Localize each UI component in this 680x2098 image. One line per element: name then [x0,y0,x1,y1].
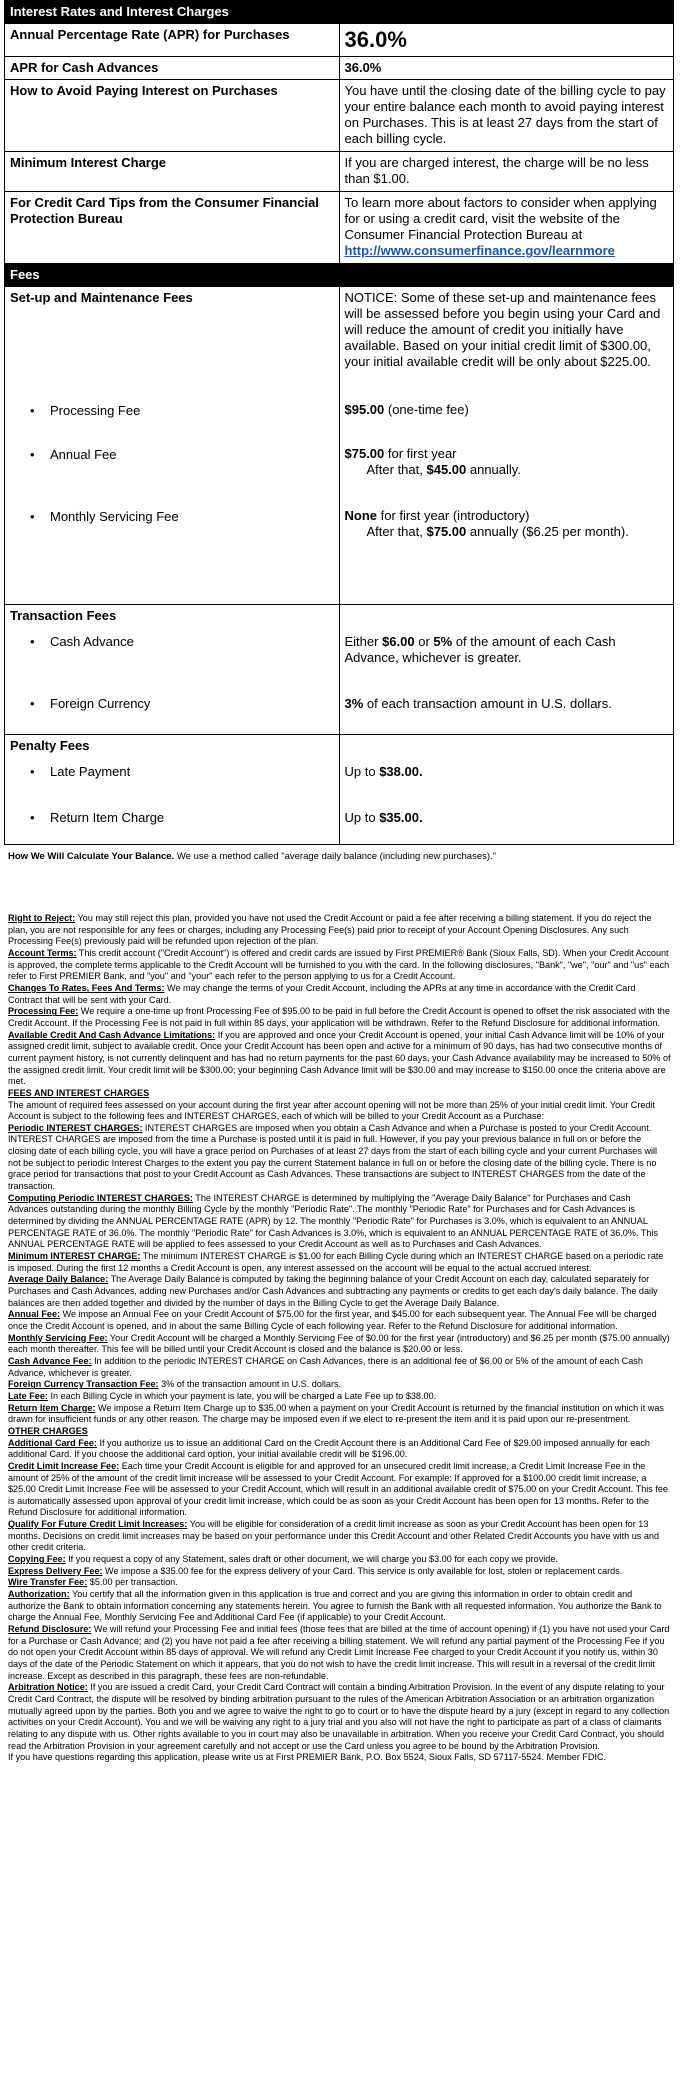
monthly-fee-after-pre: After that, [366,524,427,539]
fine-print-heading: Foreign Currency Transaction Fee: [8,1379,159,1390]
fine-print-paragraph [8,1100,671,1123]
cash-advance-amount-1: $6.00 [382,634,415,649]
apr-purchases-label: Annual Percentage Rate (APR) for Purchases [5,24,340,57]
fine-print-paragraph [8,1403,671,1426]
avoid-interest-value: You have until the closing date of the billing cycle to pay your entire balance each month to avoid paying interest on Purchases. This is at least 27 days from the start of each billing cycle. [339,80,674,152]
fine-print-text: Each time your Credit Account is eligible for and approved for an unsecured credit limit increase, a Credit Limit Increase Fee in the amount of 25% of the amount of the credit limit increase will be assessed to your Credit Account. For example: If approved for a $100.00 credit limit increase, a $25.00 Credit Limit Increase Fee will be assessed to your Credit Account, which will result in an additional available credit of $75.00 on your Credit Account. This fee is automatically assessed upon approval of your credit limit increase, which could be as soon as your Credit Account has been open for 13 months. Refer to the Refund Disclosure for additional information. [8,1460,668,1518]
fine-print-text: Your Credit Account will be charged a Monthly Servicing Fee of $0.00 for the first year (introductory) and $6.25 per month ($75.00 annually) each month thereafter. This fee will be billed until your Credit Account is closed and the balance is $20.00 or less. [8,1332,670,1355]
fine-print-text: You may still reject this plan, provided you have not used the Credit Account or paid a fee after receiving a billing statement. If you do reject the plan, you are not responsible for any fees or charges, including any Processing Fee(s) paid prior to receipt of your Account Opening Disclosures. Any such Processing Fee(s) previously paid will be refunded upon rejection of the plan. [8,913,652,947]
monthly-fee-note: for first year (introductory) [377,508,530,523]
annual-fee-after-post: annually. [466,462,521,477]
fine-print-paragraph [8,1589,671,1624]
return-item-label: • Return Item Charge [10,810,334,826]
annual-fee-label: • Annual Fee [10,447,334,463]
fine-print-text: The INTEREST CHARGE is determined by multiplying the "Average Daily Balance" for Purchases and Cash Advances outstanding during the monthly Billing Cycle by the monthly "Periodic Rate". The monthly "Periodic Rate" for Purchases and for Cash Advances is determined by dividing the ANNUAL PERCENTAGE RATE (APR) by 12. The monthly "Periodic Rate" for Purchases is 3.0%, which is equivalent to an ANNUAL PERCENTAGE RATE of 36.0%. The monthly "Periodic Rate" for Cash Advances is 3.0%, which is equivalent to an ANNUAL PERCENTAGE RATE of 36.0%. This ANNUAL PERCENTAGE RATE will be applied to fees assessed to your Credit Account as well as to Purchases and Cash Advances. [8,1192,659,1250]
fine-print-heading: Arbitration Notice: [8,1682,88,1693]
fine-print-text: We impose a Return Item Charge up to $35.00 when a payment on your Credit Account is returned by the financial institution on which it was drawn for insufficient funds or any other reason. The charge may be imposed even if we elect to re-present the item and it is paid upon our re-presentment. [8,1402,664,1425]
fine-print-heading: Late Fee: [8,1390,48,1401]
penalty-fees-label: Penalty Fees [10,738,90,753]
fine-print-heading: Copying Fee: [8,1554,66,1565]
fine-print-paragraph [8,1577,671,1589]
monthly-fee-amount: None [344,508,377,523]
fine-print-text: If you authorize us to issue an additional Card on the Credit Account there is an Additional Card Fee of $29.00 imposed annually for each additional Card. If you choose the additional card option, your initial available credit will be $196.00. [8,1437,650,1460]
fine-print-paragraph [8,1624,671,1682]
fine-print-paragraph [8,1251,671,1274]
disclosure-table [4,0,674,845]
annual-fee-after-amount: $45.00 [426,462,467,477]
fine-print-paragraph [8,1356,671,1379]
fine-print-heading: Monthly Servicing Fee: [8,1332,108,1343]
fine-print-text: If you are approved and once your Credit Account is opened, your initial Cash Advance limit will be 10% of your assigned credit limit, subject to available credit. Once your Credit Account has been open and active for a minimum of 90 days, has had two consecutive months of current payment history, is not currently delinquent and has had no return payments for the past 60 days, your Cash Advance availability may be increased to 50% of the assigned credit limit. Your credit limit will be $300.00; your beginning Cash Advance limit will be $30.00 and may increase to $150.00 once the criteria above are met. [8,1029,671,1087]
fine-print-text: We impose a $35.00 fee for the express delivery of your Card. This service is only available for lost, stolen or replacement cards. [102,1565,623,1576]
fine-print-heading: Refund Disclosure: [8,1624,92,1635]
fine-print-paragraph [8,1554,671,1566]
fine-print-paragraph [8,1566,671,1578]
return-item-amount: $35.00. [379,810,423,825]
avoid-interest-label: How to Avoid Paying Interest on Purchases [5,80,340,152]
foreign-currency-value [345,696,669,712]
transaction-fees-values [339,605,674,735]
fine-print-text: The amount of required fees assessed on your account during the first year after account opening will not be more than 25% of your initial credit limit. Your Credit Account is subject to the following fees and INTEREST CHARGES, each of which will be billed to your Credit Account as a Purchase: [8,1099,656,1122]
transaction-fees-cell [5,605,340,735]
fine-print-paragraph [8,1391,671,1403]
fine-print-paragraph [8,1461,671,1519]
fine-print-text: In each Billing Cycle in which your payment is late, you will be charged a Late Fee up to $38.00. [47,1390,437,1401]
fine-print-heading: Average Daily Balance: [8,1274,109,1285]
setup-fees-label: Set-up and Maintenance Fees [10,290,193,305]
fine-print-text: This credit account ("Credit Account") is offered and credit cards are issued by First PREMIER® Bank (Sioux Falls, SD). When your Credit Account is approved, the complete terms applicable to the Credit Account will be furnished to you with the card. In the following disclosures, "Bank", "we", "our" and "us" each refer to First PREMIER Bank, and "you" and "your" each refer to the person applying to us for a Credit Account. [8,947,670,982]
fine-print-paragraph [8,1519,671,1554]
fine-print-paragraph [8,913,671,948]
late-payment-pre: Up to [344,764,380,779]
cfpb-label: For Credit Card Tips from the Consumer Financial Protection Bureau [5,192,340,264]
apr-cash-value: 36.0% [339,57,674,80]
fine-print-paragraph [8,1682,671,1752]
fine-print-paragraph [8,1088,671,1100]
fine-print-paragraph [8,948,671,983]
balance-calculation-lead: How We Will Calculate Your Balance. [8,851,175,862]
fine-print-text: We may change the terms of your Credit Account, including the APRs at any time in accordance with the Credit Card Contract that will be sent with your Card. [8,982,636,1005]
fine-print-paragraph [8,1752,671,1764]
fine-print-heading: Periodic INTEREST CHARGES: [8,1122,143,1133]
fine-print-text: In addition to the periodic INTEREST CHARGE on Cash Advances, there is an additional fee of $6.00 or 5% of the amount of each Cash Advance, whichever is greater. [8,1355,643,1378]
fine-print-heading: Return Item Charge: [8,1402,96,1413]
fine-print-text: We will refund your Processing Fee and initial fees (those fees that are billed at the time of account opening) if (1) you have not used your Card for a Purchase or Cash Advance; and (2) you have not paid a fee after receiving a billing statement. We will refund any partial payment of the Processing Fee if you do not open your Credit Account within 85 days of approval. We will refund any Credit Limit Increase Fee charged to your Credit Account if you notify us, within 30 days of the date of the Periodic Statement on which it appears, that you do not wish to have the credit limit increase. This will result in a reversal of the credit limit increase. Except as described in this paragraph, these fees are non-refundable. [8,1624,670,1681]
cash-advance-mid: or [414,634,434,649]
fine-print-paragraph [8,1193,671,1251]
min-interest-label: Minimum Interest Charge [5,152,340,192]
fine-print-paragraph [8,1123,671,1193]
cash-advance-value [345,634,669,666]
fine-print-heading: Express Delivery Fee: [8,1565,103,1576]
fine-print-heading: Authorization: [8,1589,70,1600]
fine-print-text: If you request a copy of any Statement, sales draft or other document, we will charge you $3.00 for each copy we provide. [65,1554,558,1565]
fine-print-text: You will be eligible for consideration of a credit limit increase as soon as your Credit Account has been open for 13 months. Decisions on credit limit increases may be based on your performance under this Credit Account and other Related Credit Accounts you have with us and other credit criteria. [8,1519,660,1553]
annual-fee-note: for first year [384,446,457,461]
setup-fees-cell [5,287,340,605]
processing-fee-label: • Processing Fee [10,403,334,419]
monthly-fee-label: • Monthly Servicing Fee [10,509,334,525]
fine-print-heading: Annual Fee: [8,1309,61,1320]
fine-print-heading: Processing Fee: [8,1006,79,1017]
fine-print-heading: Right to Reject: [8,913,76,923]
fine-print-paragraph [8,1379,671,1391]
annual-fee-amount: $75.00 [344,446,385,461]
balance-calculation-note [8,851,668,862]
penalty-fees-cell [5,735,340,845]
fine-print-heading: Computing Periodic INTEREST CHARGES: [8,1192,193,1203]
monthly-fee-after-post: annually ($6.25 per month). [466,524,629,539]
fine-print-paragraph [8,983,671,1006]
late-payment-label: • Late Payment [10,764,334,780]
annual-fee-value [345,446,669,462]
fine-print-text: 3% of the transaction amount in U.S. dollars. [158,1379,342,1390]
late-payment-amount: $38.00. [379,764,423,779]
fine-print-terms [8,913,671,1764]
cfpb-link[interactable]: http://www.consumerfinance.gov/learnmore [344,243,615,258]
fine-print-text: If you have questions regarding this application, please write us at First PREMIER Bank, P.O. Box 5524, Sioux Falls, SD 57117-5524. Member FDIC. [8,1752,607,1763]
setup-fees-values [339,287,674,605]
fine-print-heading: Qualify For Future Credit Limit Increases: [8,1519,188,1530]
fine-print-text: The Average Daily Balance is computed by taking the beginning balance of your Credit Account on each day, calculated separately for Purchases and Cash Advances, adding new Purchases and/or Cash Advances and subtracting any payments or credits to get each day's daily balance. The daily balances are then added together and divided by the number of days in the Billing Cycle to get the Average Daily Balance. [8,1274,658,1308]
foreign-currency-label: • Foreign Currency [10,696,334,712]
return-item-pre: Up to [344,810,380,825]
fine-print-heading: Minimum INTEREST CHARGE: [8,1251,141,1262]
fine-print-text: $5.00 per transaction. [87,1577,178,1588]
fine-print-heading: Cash Advance Fee: [8,1355,92,1366]
fine-print-paragraph [8,1333,671,1356]
interest-section-header: Interest Rates and Interest Charges [5,1,674,24]
cash-advance-label: • Cash Advance [10,634,334,650]
fine-print-heading: Available Credit And Cash Advance Limitations: [8,1029,216,1040]
fine-print-heading: Credit Limit Increase Fee: [8,1460,120,1471]
fine-print-paragraph [8,1438,671,1461]
monthly-fee-after [345,524,669,540]
fine-print-paragraph [8,1426,671,1438]
min-interest-value: If you are charged interest, the charge will be no less than $1.00. [339,152,674,192]
processing-fee-amount: $95.00 [344,402,385,417]
fine-print-heading: Changes To Rates, Fees And Terms: [8,982,165,993]
cfpb-text: To learn more about factors to consider when applying for or using a credit card, visit the website of the Consumer Financial Protection Bureau at [344,195,657,242]
fine-print-paragraph [8,1309,671,1332]
fine-print-heading: Wire Transfer Fee: [8,1577,88,1588]
processing-fee-note: (one-time fee) [384,402,469,417]
fine-print-paragraph [8,1030,671,1088]
monthly-fee-after-amount: $75.00 [426,524,467,539]
foreign-currency-post: of each transaction amount in U.S. dollars. [363,696,612,711]
fine-print-text: The minimum INTEREST CHARGE is $1.00 for each Billing Cycle during which an INTEREST CHARGE based on a periodic rate is imposed. During the first 12 months a Credit Account is open, any interest assessed on the account will be equal to the actual accrued interest. [8,1251,664,1273]
penalty-fees-values [339,735,674,845]
foreign-currency-amount: 3% [344,696,364,711]
fine-print-text: We impose an Annual Fee on your Credit Account of $75.00 for the first year, and $45.00 for each subsequent year. The Annual Fee will be charged once the Credit Account is opened, and in about the same Billing Cycle of each following year. Refer to the Refund Disclosure for additional information. [8,1309,657,1331]
transaction-fees-label: Transaction Fees [10,608,117,623]
processing-fee-value [345,402,669,418]
setup-fees-notice: NOTICE: Some of these set-up and maintenance fees will be assessed before you begin using your Card and will reduce the amount of credit you initially have available. Based on your initial credit limit of $300.00, your initial available credit will be only about $225.00. [344,290,661,369]
cash-advance-post: of the amount of each Cash Advance, whichever is greater. [344,634,616,665]
annual-fee-after-pre: After that, [366,462,427,477]
return-item-value [345,810,669,826]
cash-advance-amount-2: 5% [433,634,453,649]
fine-print-paragraph [8,1006,671,1029]
fees-section-header: Fees [5,264,674,287]
fine-print-heading: OTHER CHARGES [8,1425,88,1436]
apr-purchases-value: 36.0% [344,27,407,52]
fine-print-heading: FEES AND INTEREST CHARGES [8,1087,150,1098]
fine-print-text: If you are issued a credit Card, your Credit Card Contract will contain a binding Arbitration Provision. In the event of any dispute relating to your Credit Card Contract, the dispute will be resolved by binding arbitration pursuant to the rules of the American Arbitration Association or an arbitration organization mutually agreed upon by the parties. Both you and we agree to waive the right to go to court or to have the dispute heard by a jury (except in regard to any collection activities on your Credit Account). You and we will be waiving any right to a jury trial and you also will not have the right to participate as part of a class of claimants relating to any dispute with us. Other rights available to you in court may also be unavailable in arbitration. When you receive your Credit Card Contract, you should read the Arbitration Provision in your agreement carefully and not accept or use the Card unless you agree to be bound by the Arbitration Provision. [8,1682,670,1751]
fine-print-text: You certify that all the information given in this application is true and correct and you are giving this information in order to obtain credit and authorize the Bank to obtain information concerning any statements herein. You agree to furnish the Bank with all requested information. You authorize the Bank to charge the Annual Fee, Monthly Servicing Fee and Additional Card Fee (if applicable) to your Credit Account. [8,1589,662,1623]
fine-print-heading: Account Terms: [8,947,77,958]
fine-print-heading: Additional Card Fee: [8,1437,97,1448]
fine-print-text: We require a one-time up front Processing Fee of $95.00 to be paid in full before the Credit Account is opened to offset the risk associated with the Credit Account. If the Processing Fee is not paid in full within 85 days, your application will be withdrawn. Refer to the Refund Disclosure for additional information. [8,1006,670,1028]
cfpb-cell [339,192,674,264]
apr-cash-label: APR for Cash Advances [5,57,340,80]
late-payment-value [345,764,669,780]
monthly-fee-value [345,508,669,524]
annual-fee-after [345,462,669,478]
cash-advance-pre: Either [344,634,383,649]
fine-print-paragraph [8,1274,671,1309]
balance-calculation-text: We use a method called "average daily balance (including new purchases)." [174,851,497,862]
fine-print-text: INTEREST CHARGES are imposed when you obtain a Cash Advance and when a Purchase is posted to your Credit Account. INTEREST CHARGES are imposed from the time a Purchase is posted until it is paid in full. However, if you pay your previous balance in full on or before the closing date of each billing cycle, you will have a grace period on Purchases of at least 27 days from the start of each billing cycle and your current Purchases will not be subject to periodic Interest Charges to the extent you pay the current Statement balance in full on or before the closing date of the billing cycle. There is no grace period for transactions that post to your Credit Account as Cash Advances. These transactions are subject to INTEREST CHARGES from the date of the transaction. [8,1122,658,1192]
